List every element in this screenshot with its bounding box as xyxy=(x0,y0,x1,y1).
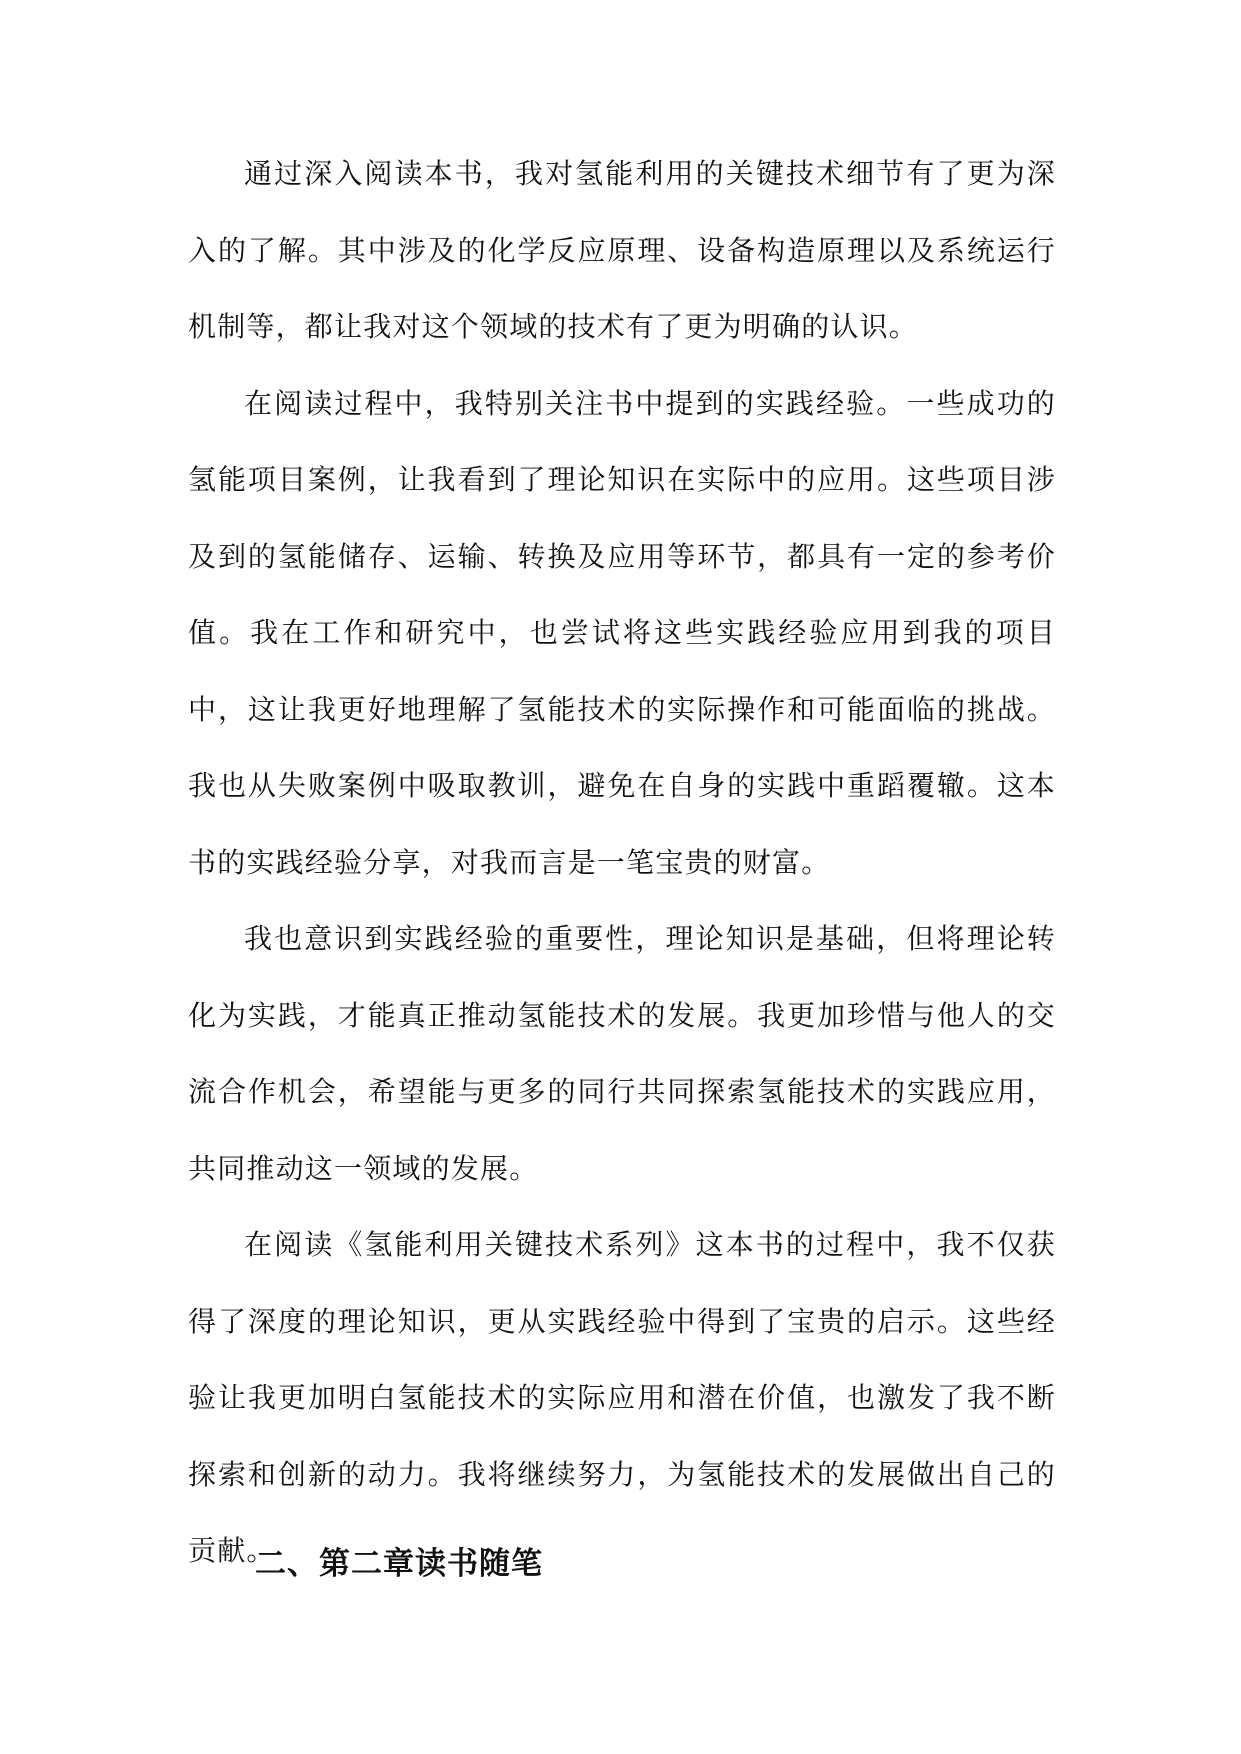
paragraph-1: 通过深入阅读本书，我对氢能利用的关键技术细节有了更为深入的了解。其中涉及的化学反应原理、设备构造原理以及系统运行机制等，都让我对这个领域的技术有了更为明确的认识。 xyxy=(188,157,1056,343)
body-text xyxy=(188,136,1056,1590)
paragraph-3: 我也意识到实践经验的重要性，理论知识是基础，但将理论转化为实践，才能真正推动氢能技术的发展。我更加珍惜与他人的交流合作机会，希望能与更多的同行共同探索氢能技术的实践应用，共同推动这一领域的发展。 xyxy=(188,922,1056,1185)
section-heading: 二、第二章读书随笔 xyxy=(255,1546,543,1582)
paragraph-4: 在阅读《氢能利用关键技术系列》这本书的过程中，我不仅获得了深度的理论知识，更从实践经验中得到了宝贵的启示。这些经验让我更加明白氢能技术的实际应用和潜在价值，也激发了我不断探索和创新的动力。我将继续努力，为氢能技术的发展做出自己的贡献。 xyxy=(188,1228,1056,1567)
paragraph-2: 在阅读过程中，我特别关注书中提到的实践经验。一些成功的氢能项目案例，让我看到了理论知识在实际中的应用。这些项目涉及到的氢能储存、运输、转换及应用等环节，都具有一定的参考价值。我在工作和研究中，也尝试将这些实践经验应用到我的项目中，这让我更好地理解了氢能技术的实际操作和可能面临的挑战。我也从失败案例中吸取教训，避免在自身的实践中重蹈覆辙。这本书的实践经验分享，对我而言是一笔宝贵的财富。 xyxy=(188,386,1056,879)
